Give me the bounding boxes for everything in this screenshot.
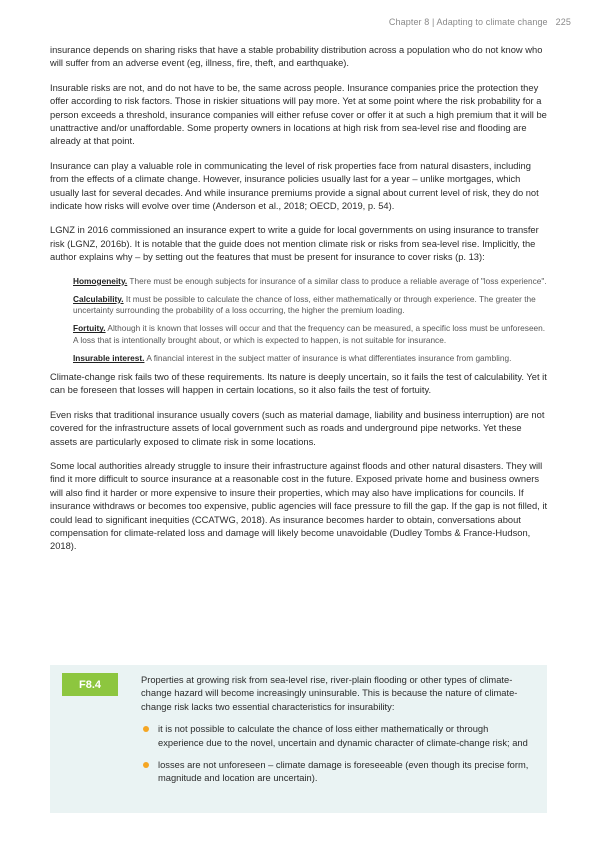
finding-label: F8.4 <box>62 673 118 696</box>
paragraph: Even risks that traditional insurance usually covers (such as material damage, liability and business interruption) are not covered for the infrastructure assets of local government such as roads and underground pipe networks. Yet these assets are particularly exposed to climate risk in some locations. <box>50 409 545 447</box>
bullet-icon <box>143 726 149 732</box>
quote-text: It must be possible to calculate the chance of loss, either mathematically or through experience. The greater the uncertainty surrounding the probability of a loss occurring, the higher the premium loading. <box>73 293 536 316</box>
finding-text <box>141 674 536 795</box>
chapter-title: Chapter 8 | Adapting to climate change <box>388 17 548 27</box>
quote-text: Although it is known that losses will occur and that the frequency can be measured, a specific loss must be unforeseen. A loss that is intentionally brought about, or which is expected to happen, is not suitable for insurance. <box>73 323 546 345</box>
quote-insurable-interest <box>73 353 548 364</box>
body-text <box>50 44 548 565</box>
paragraph: Climate-change risk fails two of these requirements. Its nature is deeply uncertain, so it fails the test of calculability. Yet it can be foreseen that losses will happen in certain locations, so it also fails the test of fortuity. <box>50 371 547 396</box>
quote-term: Fortuity. <box>73 323 106 334</box>
paragraph: Insurance can play a valuable role in communicating the level of risk properties face from natural disasters, including from the effects of a climate change. However, insurance policies usually last for a year – unlike mortgages, which usually last for several decades. And while insurance premiums provide a signal about current level of risk, they do not indicate how risks will evolve over time (Anderson et al., 2018; OECD, 2019, p. 54). <box>50 160 539 212</box>
finding-box <box>50 665 547 813</box>
paragraph: LGNZ in 2016 commissioned an insurance expert to write a guide for local governments on using insurance to transfer risk (LGNZ, 2016b). It is notable that the guide does not mention climate risk or risks from sea-level rise. Implicitly, the author explains why – by setting out the features that must be present for insurance to cover risks (p. 13): <box>50 225 539 263</box>
finding-bullet-text: it is not possible to calculate the chance of loss either mathematically or through experience due to the novel, uncertain and dynamic character of climate-change risk; and <box>158 724 528 748</box>
paragraph: Some local authorities already struggle to insure their infrastructure against floods and other natural disasters. They will find it more difficult to source insurance at a reasonable cost in the future. Exposed private home and business owners will also find it harder or more expensive to insure their properties, which may also have implications for councils. If insurance withdraws or becomes too expensive, public agencies will face pressure to fill the gap. If the gap is not filled, it could lead to significant inequities (CCATWG, 2018). As insurance becomes harder to obtain, conversations about compensation for climate-related loss and damage will likely become unavoidable (Dudley Tombs & France-Hudson, 2018). <box>50 460 548 552</box>
quote-text: A financial interest in the subject matter of insurance is what differentiates insurance from gambling. <box>144 352 512 363</box>
quote-term: Insurable interest. <box>73 352 145 363</box>
quote-term: Calculability. <box>73 293 124 304</box>
paragraph: Insurable risks are not, and do not have to be, the same across people. Insurance companies price the protection they offer according to risk factors. Those in riskier situations will pay more. Yet at some point where the risk probability for a person exceeds a threshold, insurance companies will either refuse cover or offer it at such a high premium that it will be unattractive and/or unaffordable. Some property owners in locations at high risk from sea-level rise and flooding are already at that point. <box>50 82 547 147</box>
finding-intro: Properties at growing risk from sea-level rise, river-plain flooding or other types of climate-change hazard will become increasingly uninsurable. This is because the nature of climate-change risk lacks two essential characteristics for insurability: <box>141 675 518 712</box>
quote-fortuity <box>73 323 548 345</box>
finding-bullet-item <box>141 759 536 786</box>
quote-term: Homogeneity. <box>73 275 128 286</box>
bullet-icon <box>143 762 149 768</box>
quote-text: There must be enough subjects for insurance of a similar class to produce a reliable average of "loss experience". <box>127 275 547 286</box>
quote-homogeneity <box>73 276 548 287</box>
finding-bullet-item <box>141 723 536 750</box>
finding-bullet-text: losses are not unforeseen – climate damage is foreseeable (even though its precise form, magnitude and location are uncertain). <box>158 760 529 784</box>
running-header <box>389 17 571 27</box>
quote-calculability <box>73 294 548 316</box>
page-number: 225 <box>555 17 571 27</box>
paragraph: insurance depends on sharing risks that have a stable probability distribution across a population who do not know who will suffer from an adverse event (eg, illness, fire, theft, and earthquake). <box>50 45 543 69</box>
